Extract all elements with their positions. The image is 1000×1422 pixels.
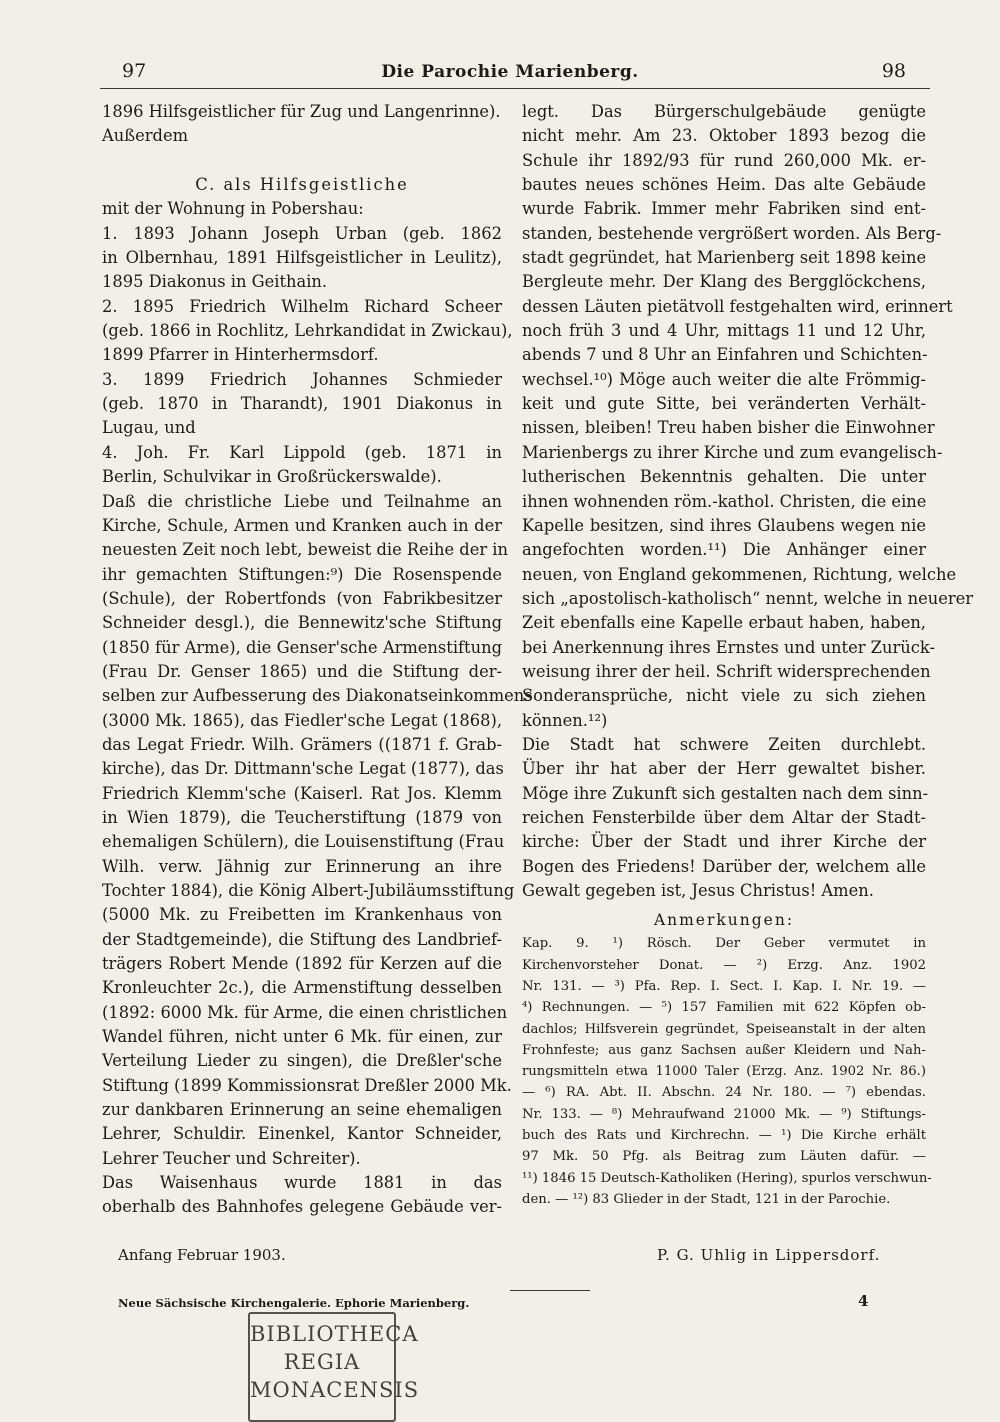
text-line: (5000 Mk. zu Freibetten im Krankenhaus von: [102, 905, 502, 925]
footnote-line: 97 Mk. 50 Pfg. als Beitrag zum Läuten dafür. —: [522, 1149, 926, 1165]
text-line: sich „apostolisch-katholisch“ nennt, welche in neuerer: [522, 588, 974, 608]
text-line: 2. 1895 Friedrich Wilhelm Richard Scheer: [102, 296, 502, 316]
text-line: keit und gute Sitte, bei veränderten Verhält-: [522, 394, 926, 414]
text-line: nicht mehr. Am 23. Oktober 1893 bezog die: [522, 126, 926, 146]
footnote-line: buch des Rats und Kirchrechn. — ¹) Die Kirche erhält: [522, 1128, 926, 1144]
text-line: Schneider desgl.), die Bennewitz'sche Stiftung: [102, 613, 502, 633]
text-line: Wilh. verw. Jähnig zur Erinnerung an ihre: [102, 856, 502, 876]
header-rule: [100, 88, 930, 89]
text-line: Kapelle besitzen, sind ihres Glaubens wegen nie: [522, 515, 926, 535]
text-line: oberhalb des Bahnhofes gelegene Gebäude ver-: [102, 1197, 502, 1217]
text-line: Lehrer Teucher und Schreiter).: [102, 1148, 361, 1168]
footnote-line: rungsmitteln etwa 11000 Taler (Erzg. Anz. 1902 Nr. 86.): [522, 1064, 926, 1080]
text-line: angefochten worden.¹¹) Die Anhänger einer: [522, 540, 926, 560]
text-line: Über ihr hat aber der Herr gewaltet bisher.: [522, 759, 926, 779]
text-line: 1896 Hilfsgeistlicher für Zug und Langenrinne).: [102, 102, 501, 121]
text-line: Stiftung (1899 Kommissionsrat Dreßler 2000 Mk.: [102, 1075, 512, 1095]
footnote-line: ⁴) Rechnungen. — ⁵) 157 Familien mit 622 Köpfen ob-: [522, 1000, 926, 1016]
text-line: ihnen wohnenden röm.-kathol. Christen, die eine: [522, 491, 927, 511]
footnotes: [522, 933, 932, 1210]
text-line: das Legat Friedr. Wilh. Grämers ((1871 f. Grab-: [102, 734, 502, 754]
text-line: (Frau Dr. Genser 1865) und die Stiftung der-: [102, 661, 502, 681]
text-line: Möge ihre Zukunft sich gestalten nach dem sinn-: [522, 783, 929, 803]
text-line: Bogen des Friedens! Darüber der, welchem alle: [522, 856, 926, 876]
text-line: (1850 für Arme), die Genser'sche Armenstiftung: [102, 637, 502, 657]
text-line: Tochter 1884), die König Albert-Jubiläumsstiftung: [102, 881, 515, 900]
text-line: Lugau, und: [102, 418, 196, 438]
text-line: Wandel führen, nicht unter 6 Mk. für einen, zur: [102, 1027, 502, 1047]
text-line: lutherischen Bekenntnis gehalten. Die unter: [522, 467, 926, 487]
text-line: stadt gegründet, hat Marienberg seit 1898 keine: [522, 248, 927, 268]
text-line: Friedrich Klemm'sche (Kaiserl. Rat Jos. Klemm: [102, 783, 502, 803]
author-line: P. G. Uhlig in Lippersdorf.: [657, 1246, 881, 1264]
text-line: kirche: Über der Stadt und ihrer Kirche der: [522, 832, 926, 852]
text-line: Außerdem: [102, 126, 189, 146]
text-line: Daß die christliche Liebe und Teilnahme an: [102, 491, 502, 511]
text-line: können.¹²): [522, 710, 608, 730]
footnote-line: Kirchenvorsteher Donat. — ²) Erzg. Anz. 1902: [522, 957, 926, 973]
footnote-line: — ⁶) RA. Abt. II. Abschn. 24 Nr. 180. — ⁷) ebendas.: [522, 1085, 926, 1101]
stamp-line-2: REGIA: [283, 1350, 361, 1374]
text-line: bei Anerkennung ihres Ernstes und unter Zurück-: [522, 637, 935, 657]
text-line: Zeit ebenfalls eine Kapelle erbaut haben, haben,: [522, 613, 926, 633]
text-line: der Stadtgemeinde), die Stiftung des Landbrief-: [102, 929, 502, 949]
date-line: Anfang Februar 1903.: [118, 1246, 286, 1264]
text-line: wechsel.¹⁰) Möge auch weiter die alte Frömmig-: [522, 369, 926, 389]
text-line: Das Waisenhaus wurde 1881 in das: [102, 1173, 502, 1193]
text-line: (geb. 1870 in Tharandt), 1901 Diakonus in: [102, 394, 502, 414]
footnote-line: Nr. 133. — ⁸) Mehraufwand 21000 Mk. — ⁹) Stiftungs-: [522, 1106, 926, 1122]
page-header: [110, 60, 910, 90]
sheet-number: 4: [858, 1292, 869, 1310]
page-number-right: 98: [881, 60, 906, 82]
series-title: Neue Sächsische Kirchengalerie. Ephorie Marienberg.: [118, 1296, 470, 1310]
text-line: standen, bestehende vergrößert worden. Als Berg-: [522, 223, 942, 243]
text-line: in Wien 1879), die Teucherstiftung (1879 von: [102, 807, 502, 827]
text-line: Bergleute mehr. Der Klang des Bergglöckchens,: [522, 272, 926, 292]
text-line: kirche), das Dr. Dittmann'sche Legat (1877), das: [102, 759, 504, 779]
text-line: ihr gemachten Stiftungen:⁹) Die Rosenspende: [102, 564, 502, 584]
text-line: 1899 Pfarrer in Hinterhermsdorf.: [102, 345, 379, 365]
notes-heading: Anmerkungen:: [653, 911, 795, 930]
text-line: wurde Fabrik. Immer mehr Fabriken sind ent-: [522, 199, 926, 219]
text-line: Lehrer, Schuldir. Einenkel, Kantor Schneider,: [102, 1124, 502, 1144]
text-line: Kronleuchter 2c.), die Armenstiftung desselben: [102, 978, 502, 998]
text-line: mit der Wohnung in Pobershau:: [102, 199, 364, 219]
footnote-line: ¹¹) 1846 15 Deutsch-Katholiken (Hering), spurlos verschwun-: [522, 1170, 932, 1186]
stamp-line-3: MONACENSIS: [250, 1378, 420, 1402]
text-line: nissen, bleiben! Treu haben bisher die Einwohner: [522, 418, 935, 438]
footnote-line: Nr. 131. — ³) Pfa. Rep. I. Sect. I. Kap. I. Nr. 19. —: [522, 978, 926, 994]
text-line: dessen Läuten pietätvoll festgehalten wird, erinnert: [522, 296, 953, 316]
text-line: in Olbernhau, 1891 Hilfsgeistlicher in Leulitz),: [102, 248, 502, 268]
text-line: Sonderansprüche, nicht viele zu sich ziehen: [522, 686, 926, 706]
text-line: weisung ihrer der heil. Schrift widersprechenden: [522, 661, 931, 681]
text-line: (3000 Mk. 1865), das Fiedler'sche Legat (1868),: [102, 710, 502, 730]
text-line: 1. 1893 Johann Joseph Urban (geb. 1862: [102, 223, 502, 243]
text-line: noch früh 3 und 4 Uhr, mittags 11 und 12 Uhr,: [522, 321, 926, 341]
text-line: 3. 1899 Friedrich Johannes Schmieder: [102, 369, 502, 389]
stamp-line-1: BIBLIOTHECA: [250, 1322, 419, 1346]
text-line: Marienbergs zu ihrer Kirche und zum evangelisch-: [522, 442, 943, 462]
left-column: [102, 100, 533, 1220]
right-column: [522, 100, 974, 1210]
text-line: selben zur Aufbesserung des Diakonatseinkommens: [102, 686, 533, 706]
text-line: neuen, von England gekommenen, Richtung, welche: [522, 564, 957, 584]
footer-rule: [510, 1290, 590, 1291]
text-line: (1892: 6000 Mk. für Arme, die einen christlichen: [102, 1002, 508, 1022]
text-line: 1895 Diakonus in Geithain.: [102, 272, 328, 292]
text-line: neuesten Zeit noch lebt, beweist die Reihe der in: [102, 540, 508, 560]
running-title: Die Parochie Marienberg.: [381, 62, 639, 82]
library-stamp: [248, 1312, 420, 1422]
footnote-line: Frohnfeste; aus ganz Sachsen außer Kleidern und Nah-: [522, 1042, 926, 1058]
text-line: (Schule), der Robertfonds (von Fabrikbesitzer: [102, 588, 502, 608]
right-column-text: [522, 100, 974, 903]
text-line: Kirche, Schule, Armen und Kranken auch in der: [102, 515, 502, 535]
text-line: Verteilung Lieder zu singen), die Dreßler'sche: [102, 1051, 502, 1071]
text-line: legt. Das Bürgerschulgebäude genügte: [522, 102, 926, 121]
text-line: abends 7 und 8 Uhr an Einfahren und Schichten-: [522, 345, 928, 365]
footnote-line: den. — ¹²) 83 Glieder in der Stadt, 121 in der Parochie.: [522, 1191, 891, 1207]
text-line: Gewalt gegeben ist, Jesus Christus! Amen.: [522, 881, 874, 900]
text-line: (geb. 1866 in Rochlitz, Lehrkandidat in Zwickau),: [102, 321, 513, 341]
footnote-line: dachlos; Hilfsverein gegründet, Speiseanstalt in der alten: [522, 1021, 926, 1037]
text-line: zur dankbaren Erinnerung an seine ehemaligen: [102, 1100, 502, 1120]
spacer: [102, 149, 502, 173]
footnote-line: Kap. 9. ¹) Rösch. Der Geber vermutet in: [522, 936, 926, 952]
text-line: Schule ihr 1892/93 für rund 260,000 Mk. er-: [522, 150, 926, 170]
text-line: 4. Joh. Fr. Karl Lippold (geb. 1871 in: [102, 442, 502, 462]
page-number-left: 97: [122, 60, 147, 82]
text-line: bautes neues schönes Heim. Das alte Gebäude: [522, 175, 926, 195]
text-line: Berlin, Schulvikar in Großrückerswalde).: [102, 467, 442, 487]
text-line: trägers Robert Mende (1892 für Kerzen auf die: [102, 954, 502, 974]
text-line: C. als Hilfsgeistliche: [195, 175, 409, 195]
text-line: ehemaligen Schülern), die Louisenstiftung (Frau: [102, 832, 505, 852]
text-line: reichen Fensterbilde über dem Altar der Stadt-: [522, 807, 926, 827]
text-line: Die Stadt hat schwere Zeiten durchlebt.: [522, 734, 926, 754]
